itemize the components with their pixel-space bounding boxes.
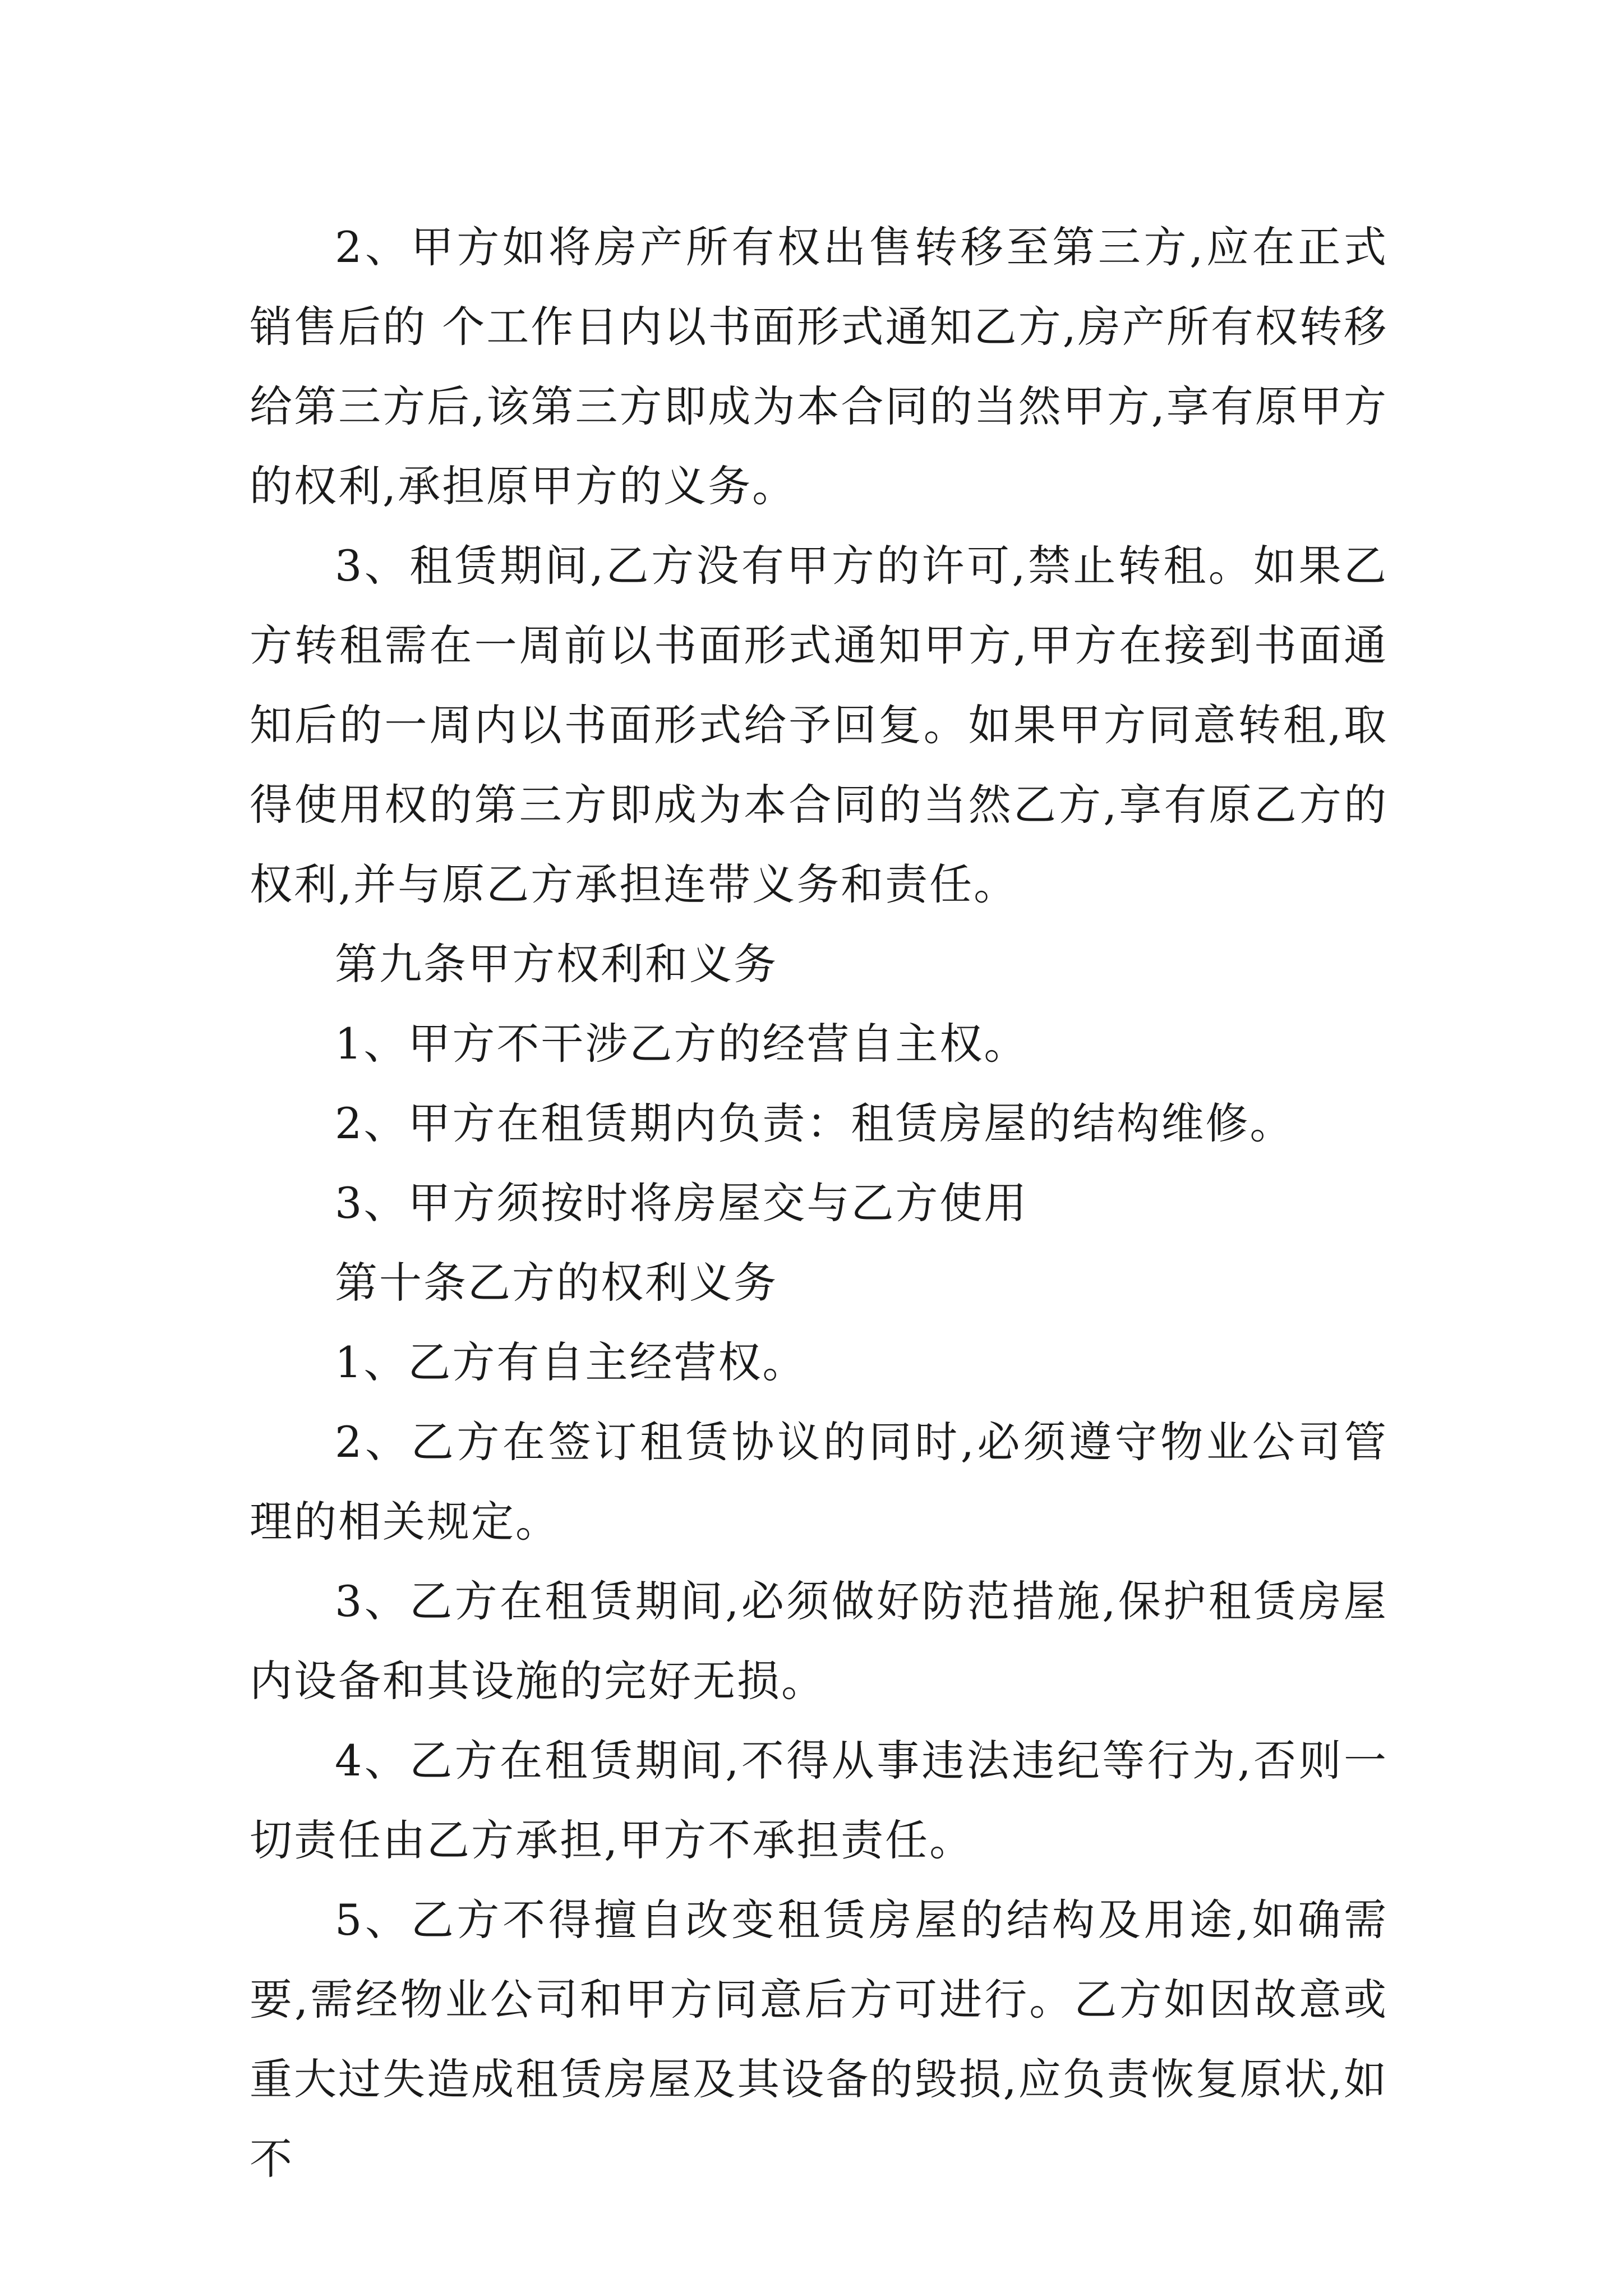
clause-9-item-2: 2、甲方在租赁期内负责：租赁房屋的结构维修。 [335, 1098, 1294, 1148]
clause-9-item-1: 1、甲方不干涉乙方的经营自主权。 [335, 1019, 1029, 1069]
clause-9-item-3: 3、甲方须按时将房屋交与乙方使用 [335, 1178, 1029, 1228]
clause-8-item-3: 3、租赁期间,乙方没有甲方的许可,禁止转租。如果乙方转租需在一周前以书面形式通知甲方,甲方在接到书面通知后的一周内以书面形式给予回复。如果甲方同意转租,取得使用权的第三方即成为本合同的当然乙方,享有原乙方的权利,并与原乙方承担连带义务和责任。 [250, 541, 1388, 909]
clause-10-item-1: 1、乙方有自主经营权。 [335, 1337, 807, 1387]
clause-10-item-5: 5、乙方不得擅自改变租赁房屋的结构及用途,如确需要,需经物业公司和甲方同意后方可进行。乙方如因故意或重大过失造成租赁房屋及其设备的毁损,应负责恢复原状,如不 [250, 1895, 1388, 2184]
clause-8-item-2: 2、甲方如将房产所有权出售转移至第三方,应在正式销售后的 个工作日内以书面形式通知乙方,房产所有权转移给第三方后,该第三方即成为本合同的当然甲方,享有原甲方的权利,承担原甲方的义务。 [250, 222, 1388, 511]
clause-10-item-2: 2、乙方在签订租赁协议的同时,必须遵守物业公司管理的相关规定。 [250, 1417, 1388, 1547]
document-body [250, 208, 1388, 2199]
clause-10-item-3: 3、乙方在租赁期间,必须做好防范措施,保护租赁房屋内设备和其设施的完好无损。 [250, 1576, 1388, 1706]
clause-10-heading: 第十条乙方的权利义务 [335, 1258, 778, 1308]
clause-9-heading: 第九条甲方权利和义务 [335, 939, 778, 989]
clause-10-item-4: 4、乙方在租赁期间,不得从事违法违纪等行为,否则一切责任由乙方承担,甲方不承担责任。 [250, 1736, 1388, 1865]
